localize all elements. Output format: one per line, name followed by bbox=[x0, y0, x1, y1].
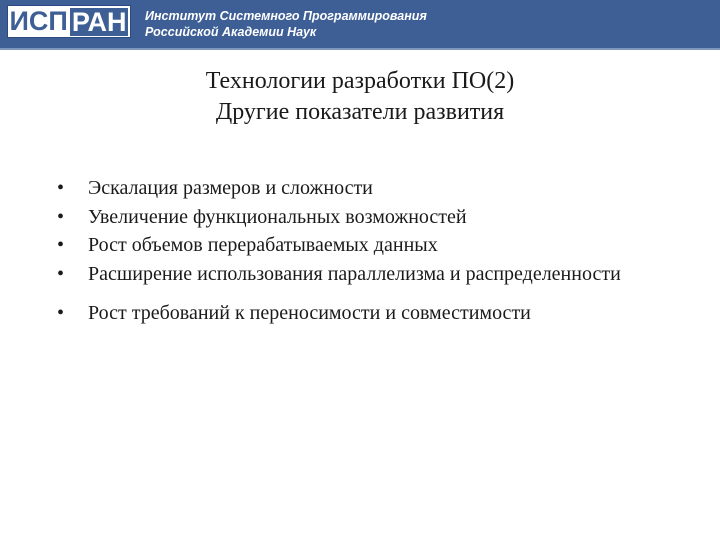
logo-text-isp: ИСП bbox=[9, 6, 68, 36]
slide-title bbox=[0, 66, 720, 128]
list-item bbox=[57, 260, 697, 289]
list-item-text: Рост объемов перерабатываемых данных bbox=[88, 234, 438, 256]
list-item bbox=[57, 231, 697, 260]
bullet-marker: • bbox=[57, 234, 65, 256]
logo-text-ran: РАН bbox=[71, 6, 127, 37]
bullet-marker: • bbox=[57, 262, 65, 285]
list-item-text: Расширение использования параллелизма и распределенности bbox=[88, 262, 621, 285]
institute-name-line2: Российской Академии Наук bbox=[145, 25, 317, 39]
bullet-list bbox=[57, 174, 697, 328]
list-item bbox=[57, 299, 697, 328]
slide-title-line1: Технологии разработки ПО(2) bbox=[205, 68, 515, 94]
list-item bbox=[57, 203, 697, 232]
header-divider bbox=[0, 48, 720, 50]
list-item-text: Рост требований к переносимости и совместимости bbox=[88, 302, 531, 324]
list-item-text: Эскалация размеров и сложности bbox=[88, 177, 373, 199]
bullet-marker: • bbox=[57, 205, 65, 228]
bullet-marker: • bbox=[57, 177, 65, 199]
header-bar bbox=[0, 0, 720, 48]
slide-title-line2: Другие показатели развития bbox=[215, 99, 505, 125]
institute-name-line1: Институт Системного Программирования bbox=[145, 9, 427, 23]
list-item-text: Увеличение функциональных возможностей bbox=[88, 205, 467, 228]
list-item bbox=[57, 174, 697, 203]
bullet-marker: • bbox=[57, 302, 65, 324]
ispras-logo bbox=[7, 5, 131, 38]
institute-name bbox=[145, 8, 427, 40]
